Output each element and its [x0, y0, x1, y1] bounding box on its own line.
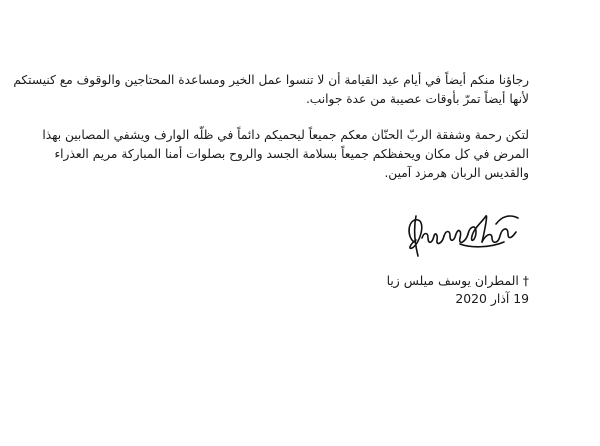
paragraph-line: والقديس الربان هرمزد آمين. [384, 166, 529, 180]
letter-date: 19 آذار 2020 [455, 291, 529, 306]
paragraph-line: لأنها أيضاً تمرّ بأوقات عصيبة من عدة جوانب. [305, 92, 529, 106]
paragraph-line: المرض في كل مكان ويحفظكم جميعاً بسلامة الجسد والروح بصلوات أمنا المباركة مريم العذراء [54, 147, 529, 161]
paragraph-request [13, 71, 529, 109]
paragraph-blessing [42, 126, 529, 183]
paragraph-line: رجاؤنا منكم أيضاً في أيام عيد القيامة أن لا تنسوا عمل الخير ومساعدة المحتاجين والوقوف مع كنيستكم [13, 73, 529, 87]
paragraph-line: لتكن رحمة وشفقة الربّ الحنّان معكم جميعاً ليحميكم دائماً في ظلّه الوارف ويشفي المصابين بهذا [42, 128, 529, 142]
signer-name: † المطران يوسف ميلس زيا [386, 273, 529, 288]
handwritten-signature [400, 204, 530, 266]
